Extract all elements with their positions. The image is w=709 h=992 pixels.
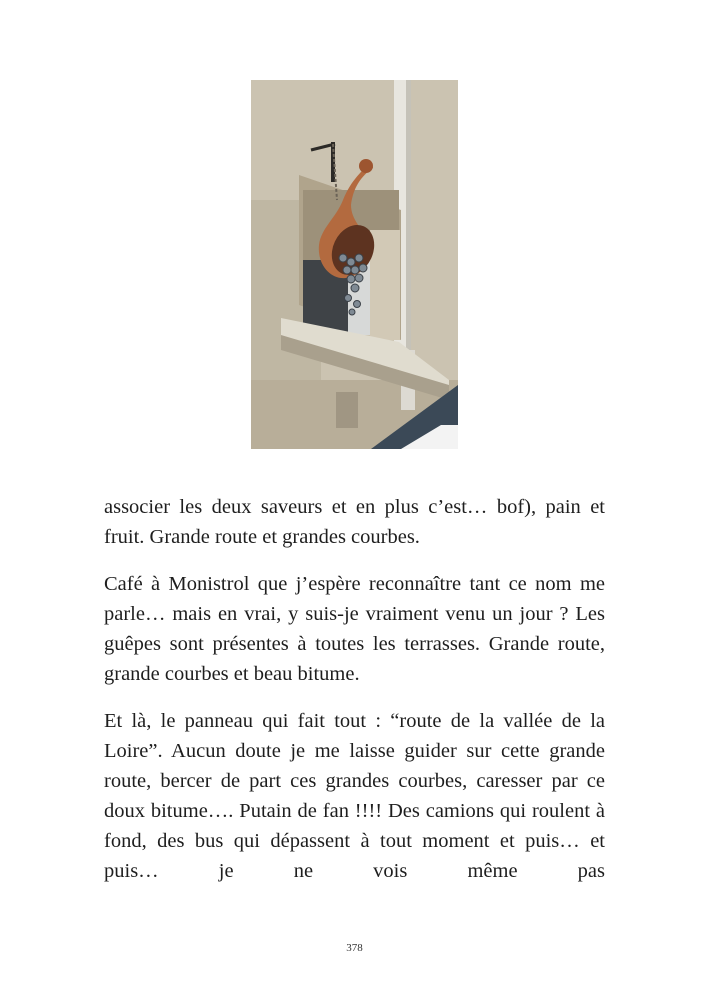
- photo-hanging-copper-sign: [251, 80, 458, 449]
- page-number: 378: [346, 942, 363, 954]
- body-paragraph-1: associer les deux saveurs et en plus c’est… bof), pain et fruit. Grande route et grandes courbes.: [104, 496, 605, 548]
- body-paragraph-3: Et là, le panneau qui fait tout : “route de la vallée de la Loire”. Aucun doute je me laisse guider sur cette grande route, bercer de part ces grandes courbes, caresser par ce doux bitume…. Putain de fan !!!! Des camions qui roulent à fond, des bus qui dépassent à tout moment et puis… et puis… je ne vois même pas: [104, 710, 605, 882]
- body-paragraph-2: Café à Monistrol que j’espère reconnaître tant ce nom me parle… mais en vrai, y suis-je vraiment venu un jour ? Les guêpes sont présentes à toutes les terrasses. Grande route, grande courbes et beau bitume.: [104, 573, 605, 685]
